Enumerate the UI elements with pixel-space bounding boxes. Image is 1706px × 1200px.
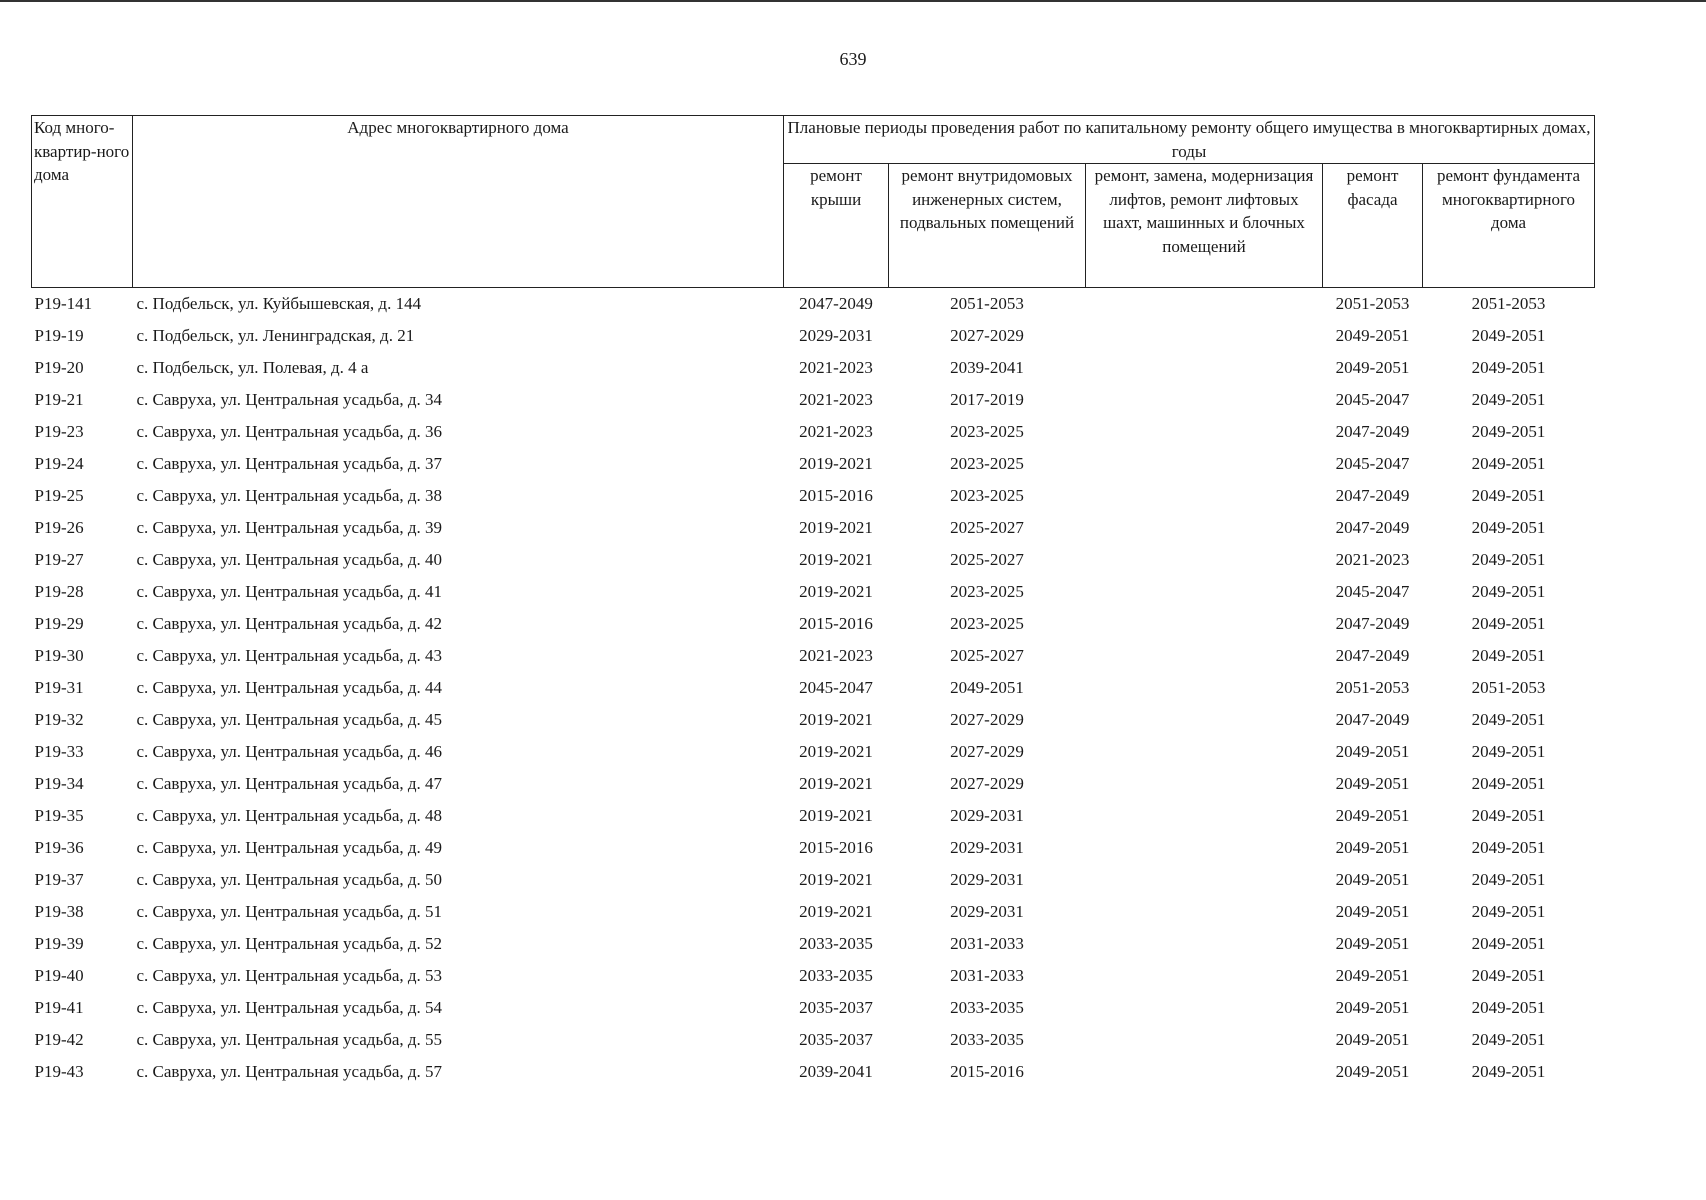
cell-engineering: 2025-2027 [950,518,1024,537]
cell-facade: 2049-2051 [1335,934,1410,953]
cell-foundation: 2049-2051 [1471,646,1546,665]
cell-elevators [1086,384,1323,416]
cell-code: P19-42 [34,1030,84,1049]
cell-elevators [1086,544,1323,576]
cell-foundation: 2051-2053 [1471,294,1546,313]
header-plan-periods: Плановые периоды проведения работ по капитальному ремонту общего имущества в многоквартирных домах, годы [784,116,1595,164]
cell-address: с. Савруха, ул. Центральная усадьба, д. 53 [136,966,443,985]
cell-engineering: 2027-2029 [950,742,1024,761]
cell-code: P19-32 [34,710,84,729]
table-row [32,992,1595,1024]
cell-elevators [1086,512,1323,544]
cell-facade: 2049-2051 [1335,806,1410,825]
cell-roof: 2033-2035 [799,934,873,953]
cell-foundation: 2049-2051 [1471,422,1546,441]
table-row [32,960,1595,992]
cell-engineering: 2025-2027 [950,646,1024,665]
cell-foundation: 2049-2051 [1471,486,1546,505]
cell-address: с. Савруха, ул. Центральная усадьба, д. 44 [136,678,443,697]
cell-facade: 2051-2053 [1335,294,1410,313]
cell-engineering: 2029-2031 [950,838,1024,857]
cell-facade: 2045-2047 [1335,582,1410,601]
cell-foundation: 2049-2051 [1471,742,1546,761]
cell-address: с. Савруха, ул. Центральная усадьба, д. 37 [136,454,443,473]
cell-elevators [1086,960,1323,992]
cell-elevators [1086,896,1323,928]
cell-facade: 2047-2049 [1335,646,1410,665]
cell-engineering: 2023-2025 [950,614,1024,633]
cell-engineering: 2023-2025 [950,582,1024,601]
cell-engineering: 2017-2019 [950,390,1024,409]
cell-foundation: 2049-2051 [1471,966,1546,985]
header-code: Код много-квартир-ного дома [32,116,133,288]
cell-engineering: 2051-2053 [950,294,1024,313]
cell-facade: 2049-2051 [1335,998,1410,1017]
cell-address: с. Савруха, ул. Центральная усадьба, д. 36 [136,422,443,441]
cell-facade: 2049-2051 [1335,838,1410,857]
cell-address: с. Подбельск, ул. Куйбышевская, д. 144 [136,294,422,313]
table-row [32,864,1595,896]
cell-address: с. Подбельск, ул. Полевая, д. 4 а [136,358,369,377]
header-address: Адрес многоквартирного дома [133,116,784,288]
cell-roof: 2035-2037 [799,1030,873,1049]
cell-address: с. Савруха, ул. Центральная усадьба, д. 45 [136,710,443,729]
cell-engineering: 2031-2033 [950,934,1024,953]
cell-elevators [1086,1024,1323,1056]
cell-elevators [1086,576,1323,608]
cell-roof: 2019-2021 [799,806,873,825]
cell-address: с. Савруха, ул. Центральная усадьба, д. 48 [136,806,443,825]
cell-foundation: 2049-2051 [1471,774,1546,793]
cell-facade: 2047-2049 [1335,614,1410,633]
cell-elevators [1086,320,1323,352]
cell-engineering: 2029-2031 [950,902,1024,921]
cell-elevators [1086,416,1323,448]
header-elevators: ремонт, замена, модернизация лифтов, ремонт лифтовых шахт, машинных и блочных помещений [1086,164,1323,288]
cell-roof: 2021-2023 [799,422,873,441]
cell-roof: 2019-2021 [799,454,873,473]
cell-code: P19-43 [34,1062,84,1081]
table-row [32,384,1595,416]
table-row [32,352,1595,384]
cell-facade: 2045-2047 [1335,454,1410,473]
cell-roof: 2019-2021 [799,870,873,889]
cell-engineering: 2015-2016 [950,1062,1024,1081]
cell-code: P19-141 [34,294,93,313]
table-row [32,576,1595,608]
cell-address: с. Савруха, ул. Центральная усадьба, д. 39 [136,518,443,537]
cell-elevators [1086,736,1323,768]
cell-address: с. Савруха, ул. Центральная усадьба, д. 38 [136,486,443,505]
cell-foundation: 2049-2051 [1471,934,1546,953]
cell-roof: 2021-2023 [799,390,873,409]
cell-address: с. Савруха, ул. Центральная усадьба, д. 34 [136,390,443,409]
cell-code: P19-28 [34,582,84,601]
cell-roof: 2019-2021 [799,582,873,601]
table-row [32,320,1595,352]
cell-facade: 2021-2023 [1335,550,1410,569]
cell-facade: 2049-2051 [1335,358,1410,377]
cell-foundation: 2051-2053 [1471,678,1546,697]
cell-code: P19-24 [34,454,84,473]
cell-engineering: 2033-2035 [950,998,1024,1017]
header-engineering: ремонт внутридомовых инженерных систем, подвальных помещений [889,164,1086,288]
cell-foundation: 2049-2051 [1471,550,1546,569]
cell-engineering: 2031-2033 [950,966,1024,985]
cell-roof: 2047-2049 [799,294,873,313]
cell-foundation: 2049-2051 [1471,390,1546,409]
cell-foundation: 2049-2051 [1471,1030,1546,1049]
cell-code: P19-19 [34,326,84,345]
cell-address: с. Савруха, ул. Центральная усадьба, д. 49 [136,838,443,857]
cell-elevators [1086,1056,1323,1088]
cell-code: P19-41 [34,998,84,1017]
cell-roof: 2019-2021 [799,774,873,793]
cell-foundation: 2049-2051 [1471,870,1546,889]
cell-code: P19-39 [34,934,84,953]
cell-facade: 2049-2051 [1335,1030,1410,1049]
cell-facade: 2049-2051 [1335,774,1410,793]
cell-code: P19-20 [34,358,84,377]
cell-code: P19-23 [34,422,84,441]
table-row [32,512,1595,544]
cell-roof: 2021-2023 [799,646,873,665]
header-facade: ремонт фасада [1323,164,1423,288]
cell-address: с. Савруха, ул. Центральная усадьба, д. 52 [136,934,443,953]
cell-address: с. Савруха, ул. Центральная усадьба, д. 42 [136,614,443,633]
table-header [32,116,1595,288]
cell-engineering: 2027-2029 [950,710,1024,729]
cell-elevators [1086,608,1323,640]
cell-roof: 2019-2021 [799,518,873,537]
table-body [32,288,1595,1089]
cell-engineering: 2023-2025 [950,454,1024,473]
cell-elevators [1086,672,1323,704]
cell-address: с. Савруха, ул. Центральная усадьба, д. 50 [136,870,443,889]
table-row [32,608,1595,640]
cell-elevators [1086,704,1323,736]
cell-address: с. Савруха, ул. Центральная усадьба, д. 55 [136,1030,443,1049]
cell-foundation: 2049-2051 [1471,998,1546,1017]
cell-facade: 2049-2051 [1335,742,1410,761]
cell-engineering: 2029-2031 [950,870,1024,889]
cell-address: с. Савруха, ул. Центральная усадьба, д. 51 [136,902,443,921]
cell-foundation: 2049-2051 [1471,326,1546,345]
cell-address: с. Савруха, ул. Центральная усадьба, д. 41 [136,582,443,601]
cell-code: P19-35 [34,806,84,825]
cell-roof: 2045-2047 [799,678,873,697]
cell-foundation: 2049-2051 [1471,582,1546,601]
cell-roof: 2019-2021 [799,742,873,761]
cell-facade: 2049-2051 [1335,902,1410,921]
cell-roof: 2039-2041 [799,1062,873,1081]
header-roof: ремонт крыши [784,164,889,288]
cell-engineering: 2029-2031 [950,806,1024,825]
cell-code: P19-29 [34,614,84,633]
table-row [32,736,1595,768]
cell-facade: 2049-2051 [1335,326,1410,345]
cell-elevators [1086,448,1323,480]
table-row [32,416,1595,448]
table-row [32,1056,1595,1088]
cell-elevators [1086,832,1323,864]
cell-elevators [1086,640,1323,672]
cell-elevators [1086,992,1323,1024]
cell-roof: 2021-2023 [799,358,873,377]
cell-address: с. Савруха, ул. Центральная усадьба, д. 57 [136,1062,443,1081]
table-row [32,544,1595,576]
cell-engineering: 2027-2029 [950,326,1024,345]
cell-engineering: 2027-2029 [950,774,1024,793]
cell-engineering: 2049-2051 [950,678,1024,697]
cell-facade: 2051-2053 [1335,678,1410,697]
cell-address: с. Савруха, ул. Центральная усадьба, д. 43 [136,646,443,665]
cell-facade: 2045-2047 [1335,390,1410,409]
cell-foundation: 2049-2051 [1471,454,1546,473]
cell-elevators [1086,864,1323,896]
cell-elevators [1086,928,1323,960]
cell-facade: 2049-2051 [1335,870,1410,889]
table-row [32,640,1595,672]
cell-code: P19-26 [34,518,84,537]
cell-code: P19-34 [34,774,84,793]
cell-elevators [1086,800,1323,832]
cell-roof: 2019-2021 [799,550,873,569]
cell-code: P19-40 [34,966,84,985]
cell-roof: 2019-2021 [799,902,873,921]
cell-foundation: 2049-2051 [1471,806,1546,825]
cell-roof: 2029-2031 [799,326,873,345]
page-number: 639 [839,49,867,69]
cell-code: P19-21 [34,390,84,409]
cell-roof: 2015-2016 [799,614,873,633]
cell-elevators [1086,480,1323,512]
top-rule [0,0,1706,2]
cell-foundation: 2049-2051 [1471,902,1546,921]
cell-facade: 2047-2049 [1335,518,1410,537]
cell-roof: 2035-2037 [799,998,873,1017]
capital-repair-table [31,115,1595,1088]
cell-roof: 2015-2016 [799,486,873,505]
cell-engineering: 2025-2027 [950,550,1024,569]
cell-address: с. Савруха, ул. Центральная усадьба, д. 40 [136,550,443,569]
cell-facade: 2047-2049 [1335,422,1410,441]
cell-address: с. Подбельск, ул. Ленинградская, д. 21 [136,326,415,345]
cell-address: с. Савруха, ул. Центральная усадьба, д. 46 [136,742,443,761]
table-row [32,928,1595,960]
table-row [32,448,1595,480]
table-row [32,832,1595,864]
header-foundation: ремонт фундамента многоквартирного дома [1423,164,1595,288]
cell-code: P19-36 [34,838,84,857]
cell-facade: 2047-2049 [1335,710,1410,729]
cell-facade: 2049-2051 [1335,966,1410,985]
cell-code: P19-31 [34,678,84,697]
cell-elevators [1086,288,1323,321]
table-row [32,1024,1595,1056]
cell-foundation: 2049-2051 [1471,838,1546,857]
table-row [32,672,1595,704]
cell-code: P19-30 [34,646,84,665]
cell-roof: 2033-2035 [799,966,873,985]
cell-elevators [1086,768,1323,800]
table-row [32,800,1595,832]
table-row [32,896,1595,928]
cell-facade: 2047-2049 [1335,486,1410,505]
table-row [32,768,1595,800]
cell-foundation: 2049-2051 [1471,518,1546,537]
cell-foundation: 2049-2051 [1471,614,1546,633]
cell-address: с. Савруха, ул. Центральная усадьба, д. 54 [136,998,443,1017]
cell-foundation: 2049-2051 [1471,358,1546,377]
cell-engineering: 2023-2025 [950,486,1024,505]
cell-engineering: 2033-2035 [950,1030,1024,1049]
cell-code: P19-25 [34,486,84,505]
cell-roof: 2015-2016 [799,838,873,857]
cell-engineering: 2023-2025 [950,422,1024,441]
cell-code: P19-27 [34,550,84,569]
cell-foundation: 2049-2051 [1471,1062,1546,1081]
cell-foundation: 2049-2051 [1471,710,1546,729]
table-row [32,288,1595,321]
cell-elevators [1086,352,1323,384]
cell-facade: 2049-2051 [1335,1062,1410,1081]
table-row [32,480,1595,512]
cell-code: P19-38 [34,902,84,921]
cell-roof: 2019-2021 [799,710,873,729]
cell-code: P19-33 [34,742,84,761]
cell-address: с. Савруха, ул. Центральная усадьба, д. 47 [136,774,443,793]
cell-engineering: 2039-2041 [950,358,1024,377]
cell-code: P19-37 [34,870,84,889]
table-row [32,704,1595,736]
